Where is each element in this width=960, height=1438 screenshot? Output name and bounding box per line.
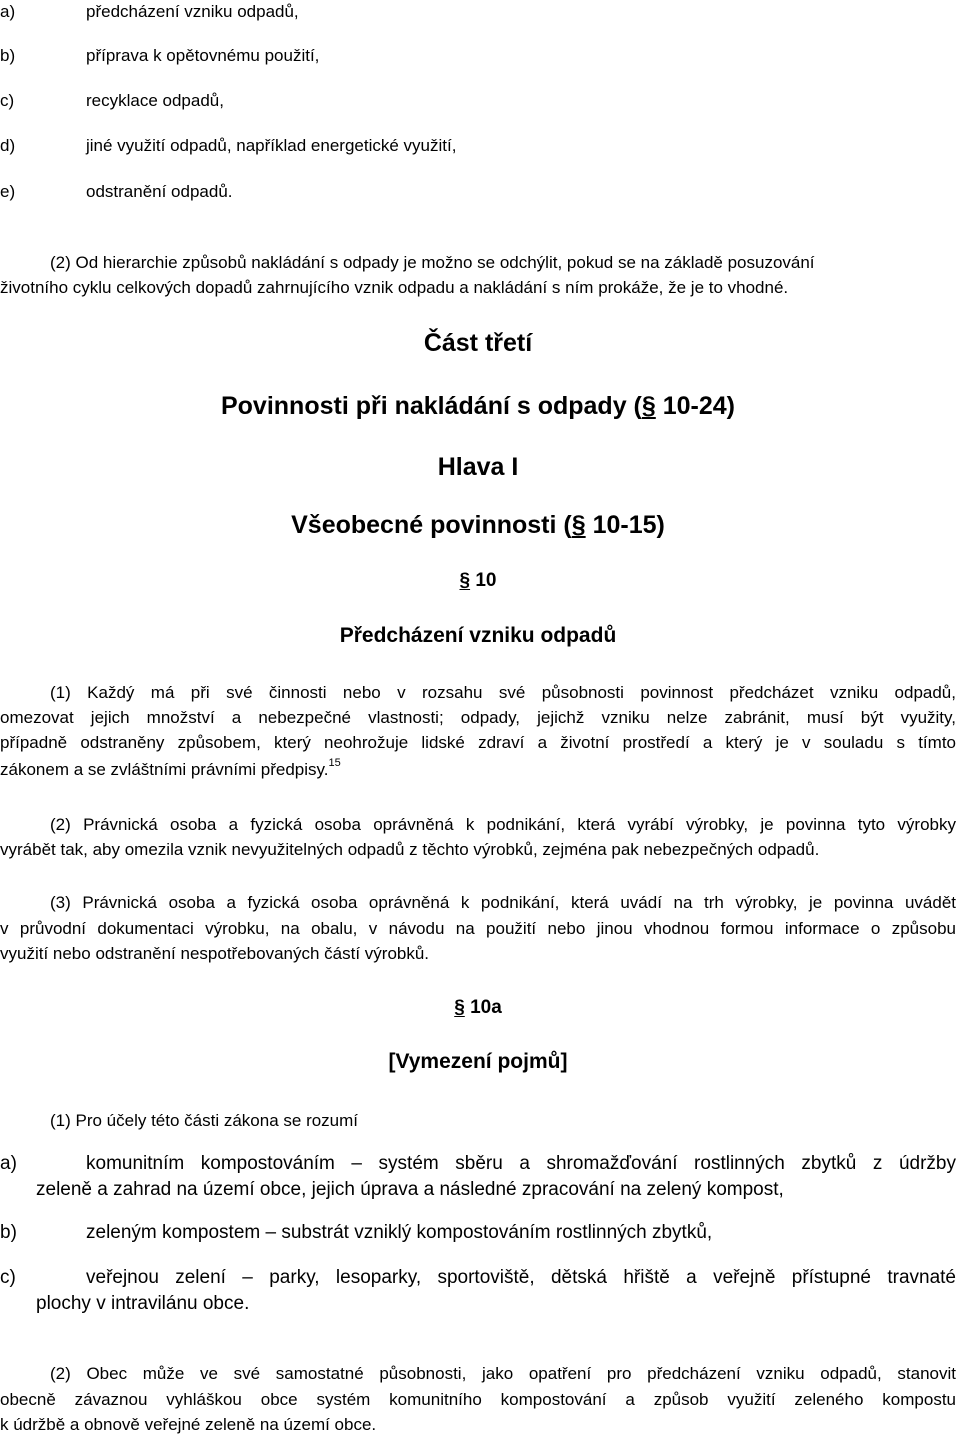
paragraph-line — [0, 891, 956, 915]
footnote-ref: 15 — [328, 757, 341, 770]
section-sign-icon: § — [454, 997, 465, 1018]
section-10a-number — [0, 995, 956, 1021]
list-item-label: a) — [0, 1153, 17, 1174]
paragraph-line: omezovat jejich množství a nebezpečné vlastnosti; odpady, jejichž vzniku nelze zabránit, musí být využity, — [0, 708, 956, 727]
list-item-label: b) — [0, 46, 16, 65]
list-item: jiné využití odpadů, například energetické využití, — [86, 136, 457, 155]
paragraph-line — [0, 813, 956, 837]
part-subtitle — [0, 391, 956, 421]
text-run: (1) Každý má při své činnosti nebo v rozsahu své působnosti povinnost předcházet vzniku odpadů, — [50, 683, 956, 702]
section-10-number — [0, 568, 956, 594]
hlava-title: Hlava I — [437, 453, 519, 481]
definition-line: zeleným kompostem – substrát vzniklý kompostováním rostlinných zbytků, — [86, 1222, 713, 1243]
paragraph-line — [0, 758, 341, 782]
section-sign-icon: § — [571, 511, 586, 539]
hlava-subtitle — [0, 510, 956, 540]
paragraph-line: (2) Od hierarchie způsobů nakládání s odpady je možno se odchýlit, pokud se na základě posuzování — [50, 253, 815, 272]
paragraph-line — [0, 681, 956, 705]
list-item-label: c) — [0, 91, 15, 110]
text-run: (2) Obec může ve své samostatné působnosti, jako opatření pro předcházení vzniku odpadů, stanovit — [50, 1364, 956, 1383]
list-item-label: c) — [0, 1267, 16, 1288]
paragraph-line: případně odstraněny způsobem, který neohrožuje lidské zdraví a životní prostředí a který je v souladu s tímto — [0, 733, 956, 752]
section-number: 10 — [470, 570, 497, 591]
paragraph-line: životního cyklu celkových dopadů zahrnujícího vznik odpadu a nakládání s ním prokáže, že je to vhodné. — [0, 278, 789, 297]
part-subtitle-pre: Povinnosti při nakládání s odpady ( — [220, 392, 642, 420]
list-item: předcházení vzniku odpadů, — [86, 2, 299, 21]
definition-line: veřejnou zelení – parky, lesoparky, sportoviště, dětská hřiště a veřejně přístupné travnaté — [86, 1267, 956, 1288]
paragraph-line: v průvodní dokumentaci výrobku, na obalu, v návodu na použití nebo jinou vhodnou formou informace o způsobu — [0, 919, 956, 938]
paragraph-line: využití nebo odstranění nespotřebovaných částí výrobků. — [0, 944, 430, 963]
section-sign-icon: § — [641, 392, 656, 420]
list-item-label: d) — [0, 136, 16, 155]
section-number: 10a — [464, 997, 502, 1018]
part-title: Část třetí — [423, 329, 533, 357]
paragraph-line: obecně závaznou vyhláškou obce systém komunitního kompostování a způsob využití zeleného kompostu — [0, 1390, 956, 1409]
section-10-title: Předcházení vzniku odpadů — [339, 624, 617, 647]
hlava-subtitle-post: 10-15) — [585, 511, 665, 539]
section-sign-icon: § — [459, 570, 471, 591]
list-item-label: b) — [0, 1222, 17, 1243]
hlava-subtitle-pre: Všeobecné povinnosti ( — [291, 511, 572, 539]
paragraph-line: k údržbě a obnově veřejné zeleně na území obce. — [0, 1415, 377, 1434]
paragraph-line — [0, 1362, 956, 1386]
list-item-label: a) — [0, 2, 16, 21]
list-item: odstranění odpadů. — [86, 182, 233, 201]
definition-line: plochy v intravilánu obce. — [36, 1293, 250, 1314]
paragraph-line: vyrábět tak, aby omezila vznik nevyužitelných odpadů z těchto výrobků, zejména pak nebezpečných odpadů. — [0, 840, 820, 859]
definition-line: zeleně a zahrad na území obce, jejich úprava a následné zpracování na zelený kompost, — [36, 1179, 784, 1200]
text-run: (3) Právnická osoba a fyzická osoba oprávněná k podnikání, která uvádí na trh výrobky, je povinna uvádět — [50, 893, 956, 912]
part-subtitle-post: 10-24) — [655, 392, 736, 420]
definition-line: komunitním kompostováním – systém sběru a shromažďování rostlinných zbytků z údržby — [86, 1153, 956, 1174]
list-item: recyklace odpadů, — [86, 91, 224, 110]
list-item: příprava k opětovnému použití, — [86, 46, 320, 65]
text-run: (2) Právnická osoba a fyzická osoba oprávněná k podnikání, která vyrábí výrobky, je povinna tyto výrobky — [50, 815, 956, 834]
list-item-label: e) — [0, 182, 16, 201]
paragraph-line: (1) Pro účely této části zákona se rozumí — [50, 1111, 359, 1130]
text-run: zákonem a se zvláštními právními předpisy. — [0, 760, 329, 779]
section-10a-title: [Vymezení pojmů] — [388, 1050, 568, 1073]
